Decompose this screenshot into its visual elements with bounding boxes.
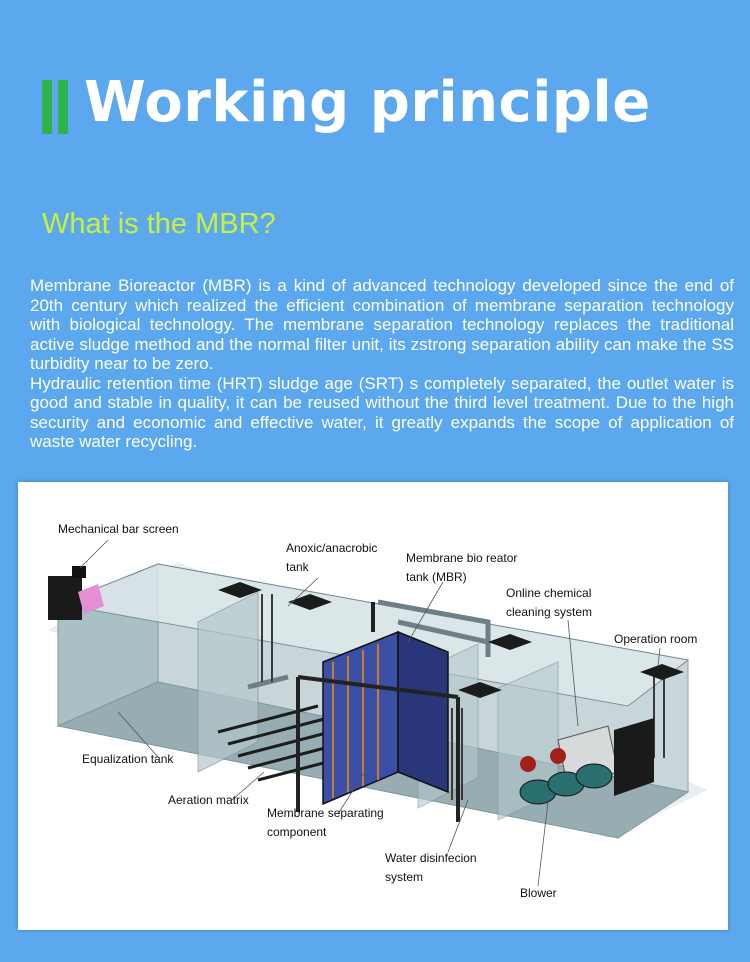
label-membrane-component-line1: Membrane separating [267,806,384,820]
description-paragraph: Hydraulic retention time (HRT) sludge age (SRT) s completely separated, the outlet water is good and stable in quality, it can be reused without the third level treatment. Due to the high security and economic and effective water, it greatly expands the scope of application of waste water recycling. [30,373,734,451]
mbr-diagram-panel [18,482,728,930]
label-anoxic-tank-line1: Anoxic/anacrobic [286,541,378,555]
label-operation-room: Operation room [614,632,698,646]
label-online-cleaning-line2: cleaning system [506,605,593,619]
title-accent-bar [58,80,68,134]
label-aeration-matrix: Aeration matrix [168,793,249,807]
description-paragraph: Membrane Bioreactor (MBR) is a kind of advanced technology developed since the end of 20th century which realized the efficient combination of membrane separation technology with biological technology. The membrane separation technology replaces the traditional active sludge method and the normal filter unit, its zstrong separation ability can make the SS turbidity near to be zero. [30,276,734,373]
label-anoxic-tank-line2: tank [286,560,309,574]
label-mbr-tank-line1: Membrane bio reator [406,551,518,565]
title-accent-bar [42,80,52,134]
label-water-disinfection-line1: Water disinfecion [385,851,477,865]
label-membrane-component-line2: component [267,825,327,839]
label-mbr-tank-line2: tank (MBR) [406,570,467,584]
label-mechanical-bar-screen: Mechanical bar screen [58,522,179,536]
page-title: Working principle [84,70,651,135]
label-blower: Blower [520,886,557,900]
label-online-cleaning-line1: Online chemical [506,586,592,600]
section-subtitle: What is the MBR? [42,208,276,240]
description-text [30,276,734,452]
label-water-disinfection-line2: system [385,870,424,884]
label-equalization-tank: Equalization tank [82,752,174,766]
